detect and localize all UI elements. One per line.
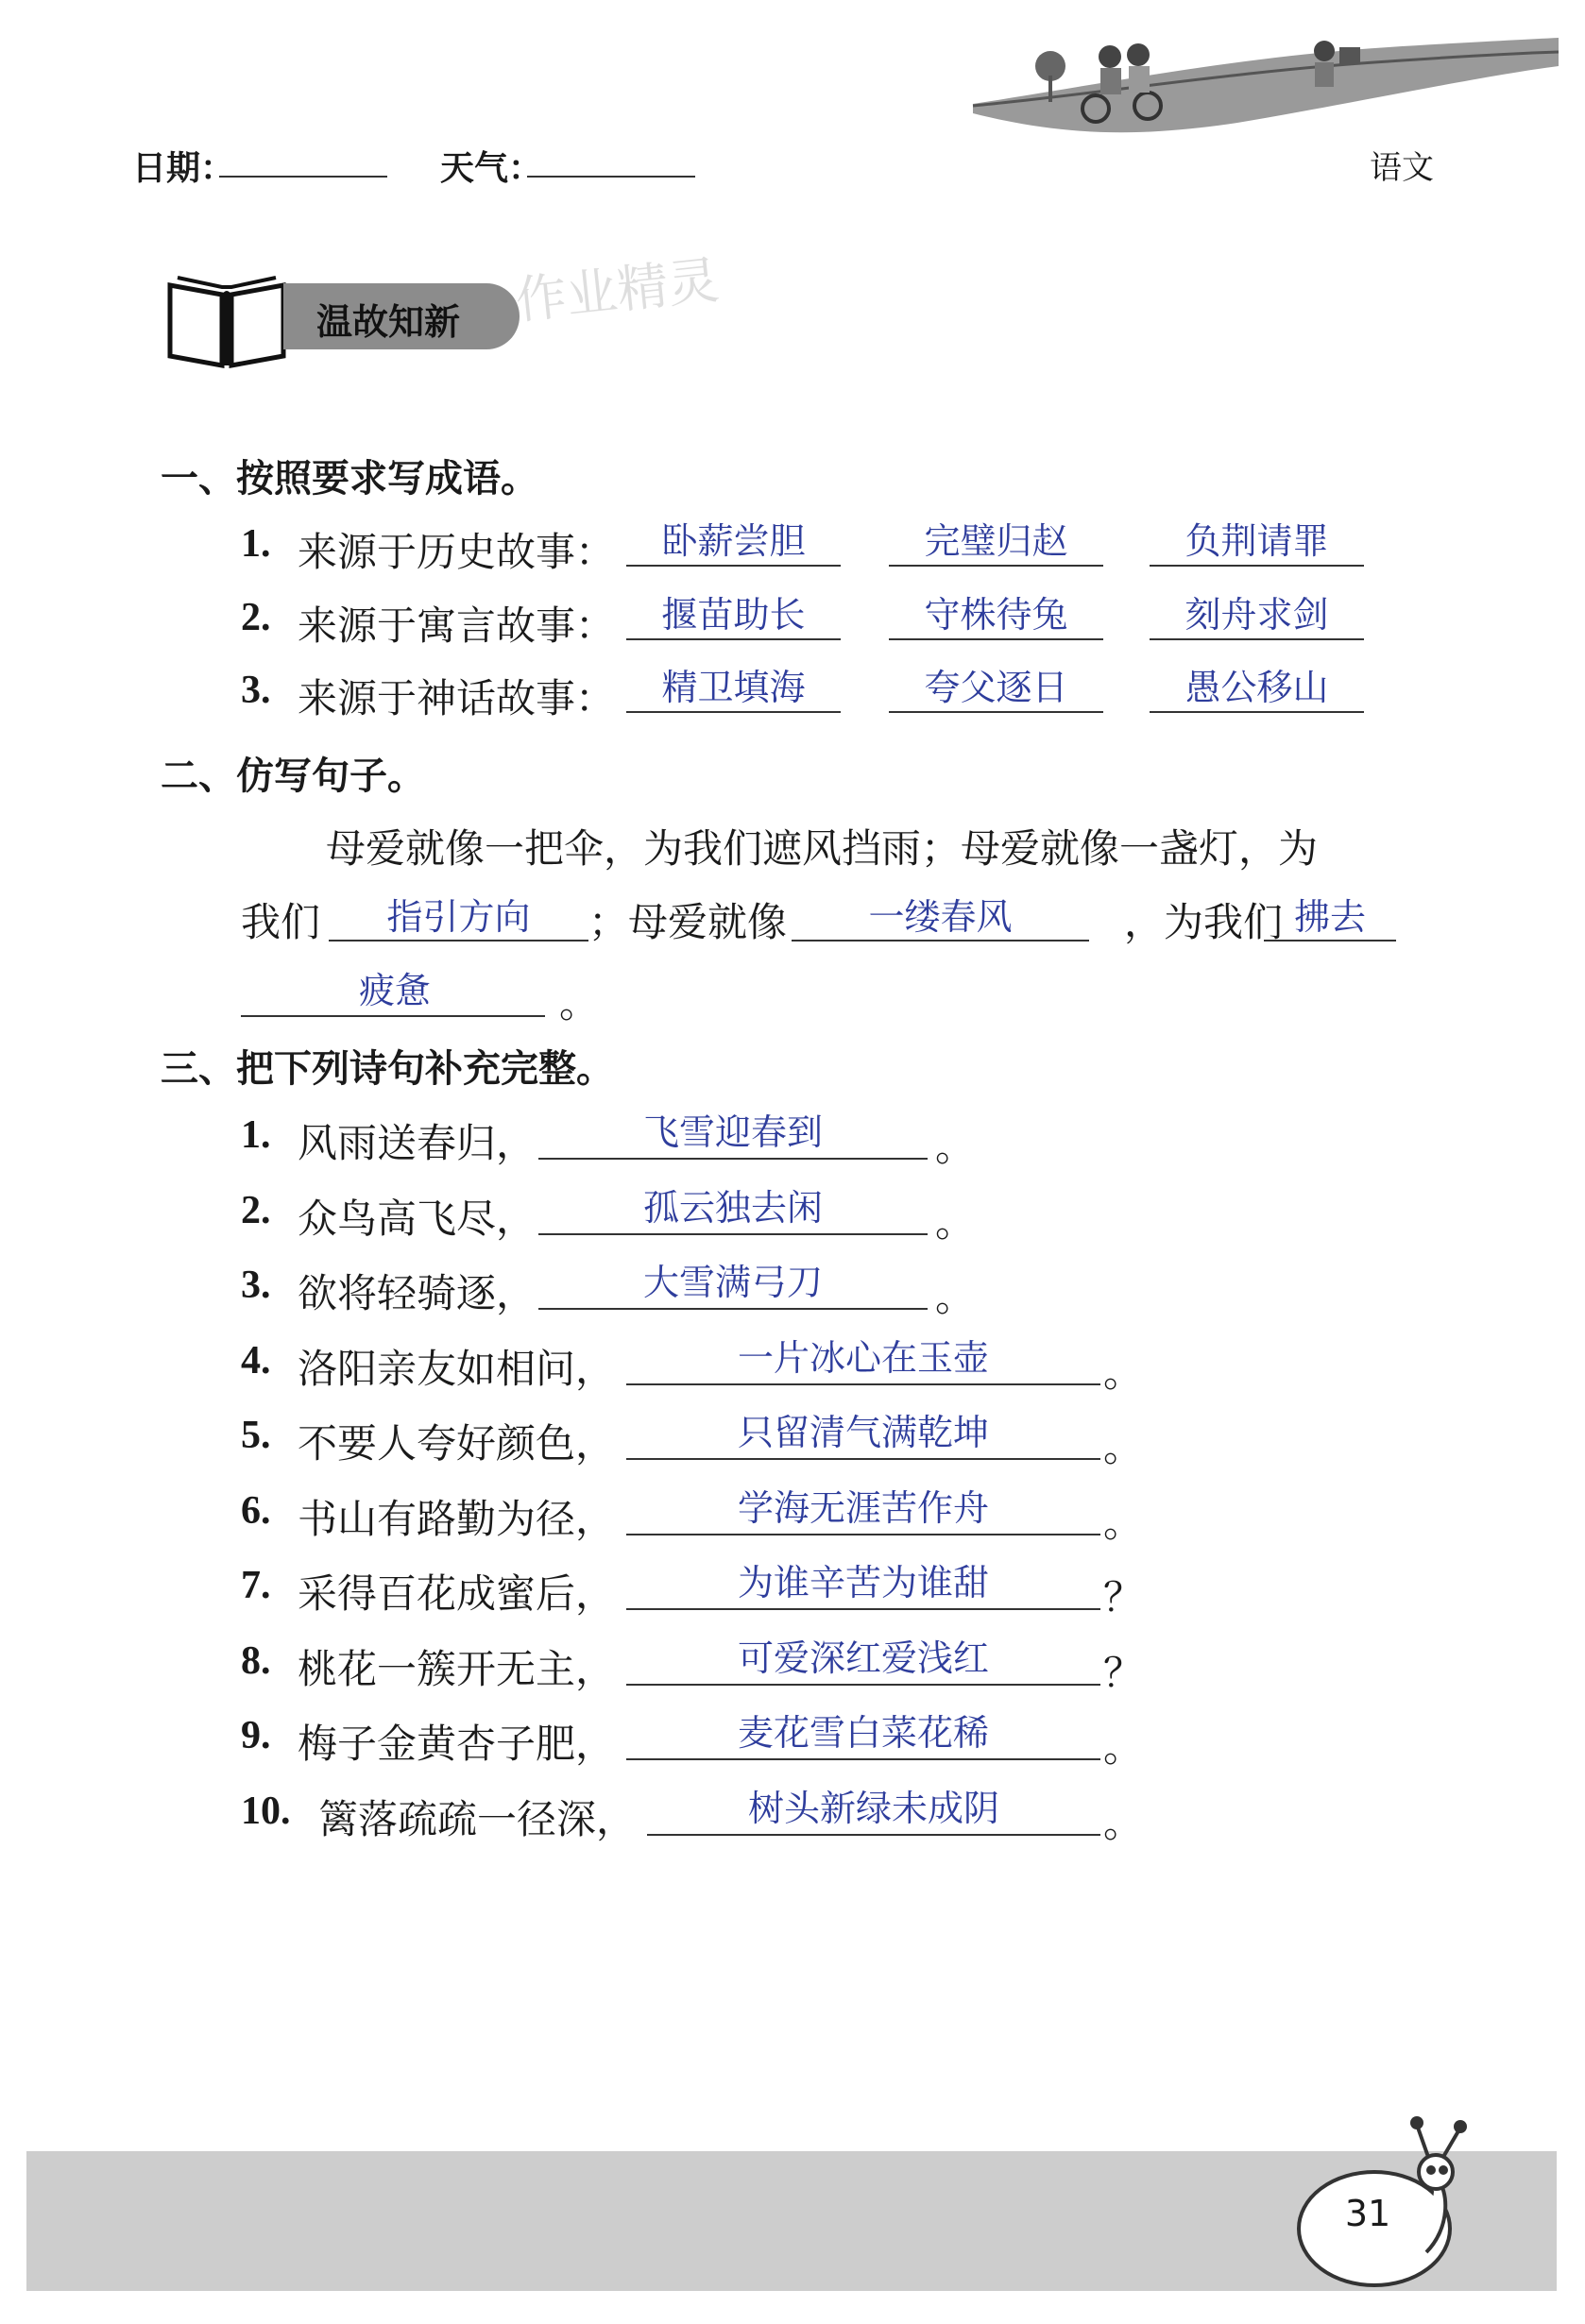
poem-item-number: 7. — [241, 1564, 271, 1607]
poem-item-text: 洛阳亲友如相问， — [298, 1346, 616, 1392]
poem-blank[interactable] — [626, 1608, 1100, 1610]
poem-blank[interactable] — [626, 1534, 1100, 1535]
subject-label: 语文 — [1370, 149, 1434, 187]
weather-label: 天气： — [440, 149, 543, 188]
poem-item-number: 2. — [241, 1189, 271, 1232]
section2-title: 二、仿写句子。 — [161, 755, 425, 798]
header-illustration — [954, 19, 1559, 161]
idiom-blank[interactable] — [889, 711, 1103, 713]
poem-item-end: 。 — [1103, 1724, 1144, 1771]
poem-item-number: 5. — [241, 1414, 271, 1457]
poem-item-text: 桃花一簇开无主， — [298, 1646, 616, 1692]
imitation-answer-a: 指引方向 — [386, 896, 531, 938]
poem-item-number: 8. — [241, 1639, 271, 1683]
poem-answer: 麦花雪白菜花稀 — [737, 1712, 989, 1754]
idiom-answer: 夸父逐日 — [924, 667, 1068, 708]
imitation-answer-c1: 拂去 — [1293, 896, 1366, 938]
idiom-item-number: 3. — [241, 669, 271, 712]
poem-item-text: 篱落疏疏一径深， — [318, 1796, 637, 1842]
poem-blank[interactable] — [538, 1158, 928, 1160]
idiom-item-number: 1. — [241, 522, 271, 566]
watermark: 作业精灵 — [512, 249, 723, 331]
poem-answer: 为谁辛苦为谁甜 — [737, 1562, 989, 1603]
imitation-answer-b: 一缕春风 — [868, 896, 1013, 938]
date-label: 日期： — [132, 149, 235, 188]
idiom-blank[interactable] — [1150, 565, 1364, 567]
poem-answer: 可爱深红爱浅红 — [737, 1637, 989, 1679]
poem-item-text: 采得百花成蜜后， — [298, 1570, 616, 1617]
poem-item-number: 10. — [241, 1790, 291, 1833]
poem-item-text: 欲将轻骑逐， — [298, 1270, 537, 1316]
imitation-line1: 母爱就像一把伞，为我们遮风挡雨；母爱就像一盏灯，为 — [326, 825, 1319, 872]
poem-item-text: 不要人夸好颜色， — [298, 1420, 616, 1467]
idiom-blank[interactable] — [889, 638, 1103, 640]
poem-item-number: 3. — [241, 1264, 271, 1307]
poem-item-end: ？ — [1103, 1574, 1144, 1620]
idiom-blank[interactable] — [889, 565, 1103, 567]
poem-item-number: 6. — [241, 1489, 271, 1533]
poem-answer: 飞雪迎春到 — [642, 1111, 823, 1153]
section3-title: 三、把下列诗句补充完整。 — [161, 1047, 614, 1091]
idiom-blank[interactable] — [626, 565, 841, 567]
poem-answer: 树头新绿未成阴 — [747, 1788, 999, 1829]
imitation-blank-b[interactable] — [792, 940, 1089, 941]
poem-item-end: 。 — [1103, 1500, 1144, 1546]
poem-answer: 学海无涯苦作舟 — [737, 1487, 989, 1529]
imitation-answer-c2: 疲惫 — [359, 970, 432, 1011]
poem-blank[interactable] — [647, 1834, 1100, 1836]
poem-blank[interactable] — [626, 1758, 1100, 1760]
imitation-seg-b: ；母爱就像 — [588, 899, 788, 945]
poem-item-end: 。 — [1103, 1424, 1144, 1470]
idiom-item-prompt: 来源于神话故事： — [298, 675, 616, 721]
idiom-answer: 负荆请罪 — [1184, 520, 1329, 562]
weather-field[interactable] — [527, 176, 695, 178]
poem-answer: 孤云独去闲 — [642, 1187, 823, 1229]
poem-answer: 一片冰心在玉壶 — [737, 1337, 989, 1379]
poem-blank[interactable] — [626, 1383, 1100, 1385]
imitation-end: 。 — [559, 980, 600, 1026]
poem-item-end: 。 — [1103, 1349, 1144, 1396]
poem-item-end: 。 — [1103, 1800, 1144, 1846]
poem-answer: 只留清气满乾坤 — [737, 1412, 989, 1453]
idiom-blank[interactable] — [626, 638, 841, 640]
idiom-blank[interactable] — [626, 711, 841, 713]
poem-item-number: 9. — [241, 1714, 271, 1757]
poem-item-text: 众鸟高飞尽， — [298, 1196, 537, 1242]
poem-item-end: 。 — [935, 1274, 976, 1320]
idiom-item-number: 2. — [241, 596, 271, 639]
poem-item-end: 。 — [935, 1124, 976, 1170]
idiom-answer: 精卫填海 — [661, 667, 806, 708]
imitation-blank-a[interactable] — [329, 940, 588, 941]
book-icon — [161, 266, 293, 370]
idiom-item-prompt: 来源于历史故事： — [298, 529, 616, 575]
imitation-blank-c1[interactable] — [1264, 940, 1396, 941]
poem-item-text: 书山有路勤为径， — [298, 1496, 616, 1542]
idiom-answer: 卧薪尝胆 — [661, 520, 806, 562]
poem-blank[interactable] — [626, 1684, 1100, 1686]
idiom-blank[interactable] — [1150, 711, 1364, 713]
imitation-blank-c2[interactable] — [241, 1015, 545, 1017]
idiom-answer: 守株待兔 — [924, 594, 1068, 636]
poem-blank[interactable] — [538, 1308, 928, 1310]
poem-blank[interactable] — [626, 1458, 1100, 1460]
idiom-answer: 刻舟求剑 — [1184, 594, 1329, 636]
idiom-item-prompt: 来源于寓言故事： — [298, 602, 616, 649]
poem-item-number: 1. — [241, 1113, 271, 1157]
section1-title: 一、按照要求写成语。 — [161, 457, 538, 500]
idiom-answer: 愚公移山 — [1184, 667, 1329, 708]
idiom-answer: 揠苗助长 — [661, 594, 806, 636]
poem-item-end: 。 — [935, 1199, 976, 1246]
imitation-seg-c: ，为我们 — [1124, 899, 1284, 945]
idiom-answer: 完璧归赵 — [924, 520, 1068, 562]
page-number: 31 — [1344, 2193, 1391, 2234]
poem-item-number: 4. — [241, 1339, 271, 1383]
poem-item-end: ？ — [1103, 1650, 1144, 1696]
idiom-blank[interactable] — [1150, 638, 1364, 640]
poem-blank[interactable] — [538, 1233, 928, 1235]
poem-answer: 大雪满弓刀 — [642, 1262, 823, 1303]
banner-title: 温故知新 — [316, 301, 461, 343]
poem-item-text: 风雨送春归， — [298, 1120, 537, 1166]
poem-item-text: 梅子金黄杏子肥， — [298, 1721, 616, 1767]
imitation-seg-a: 我们 — [241, 899, 321, 945]
date-field[interactable] — [219, 176, 387, 178]
